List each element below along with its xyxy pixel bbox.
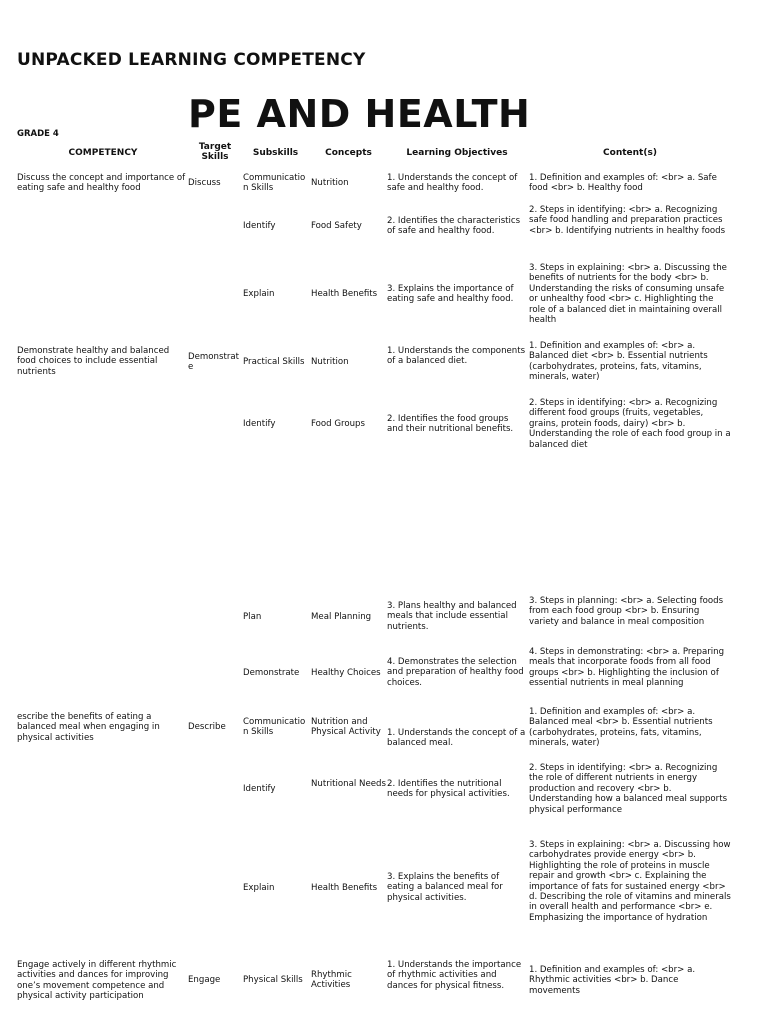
header-target-skills: Target Skills — [198, 142, 232, 162]
subskill-cell: Identify — [243, 419, 276, 429]
objective-cell: 3. Explains the benefits of eating a balanced meal for physical activities. — [387, 872, 503, 903]
content-cell: 1. Definition and examples of: <br> a. Safe food <br> b. Healthy food — [529, 173, 717, 194]
content-cell: 2. Steps in identifying: <br> a. Recognizing different food groups (fruits, vegetables, grains, protein foods, dairy) <br> b. Understanding the role of each food group in a balanced diet — [529, 398, 731, 450]
competency-cell: Discuss the concept and importance of eating safe and healthy food — [17, 173, 186, 194]
objective-cell: 4. Demonstrates the selection and preparation of healthy food choices. — [387, 657, 524, 688]
concept-cell: Food Safety — [311, 221, 362, 231]
subskill-cell: Demonstrate — [243, 668, 300, 678]
objective-cell: 2. Identifies the food groups and their nutritional benefits. — [387, 414, 514, 435]
content-cell: 1. Definition and examples of: <br> a. Balanced diet <br> b. Essential nutrients (carbohydrates, proteins, fats, vitamins, minerals, water) — [529, 341, 708, 383]
subskill-cell: Plan — [243, 612, 262, 622]
document-heading: UNPACKED LEARNING COMPETENCY — [17, 50, 366, 70]
objective-cell: 1. Understands the components of a balanced diet. — [387, 346, 526, 367]
header-competency: COMPETENCY — [68, 148, 138, 158]
subskill-cell: Communication Skills — [243, 173, 306, 194]
subskill-cell: Communication Skills — [243, 717, 306, 738]
concept-cell: Healthy Choices — [311, 668, 381, 678]
concept-cell: Nutritional Needs — [311, 779, 386, 789]
subskill-cell: Identify — [243, 784, 276, 794]
target-skill-cell: Demonstrate — [188, 352, 239, 373]
objective-cell: 1. Understands the concept of a balanced meal. — [387, 728, 526, 749]
concept-cell: Food Groups — [311, 419, 365, 429]
concept-cell: Health Benefits — [311, 883, 378, 893]
objective-cell: 3. Plans healthy and balanced meals that include essential nutrients. — [387, 601, 517, 632]
objective-cell: 2. Identifies the characteristics of safe and healthy food. — [387, 216, 521, 237]
objective-cell: 2. Identifies the nutritional needs for physical activities. — [387, 779, 510, 800]
header-subskills: Subskills — [252, 148, 299, 158]
subskill-cell: Practical Skills — [243, 357, 305, 367]
header-learning-objectives: Learning Objectives — [406, 148, 508, 158]
subskill-cell: Explain — [243, 289, 275, 299]
content-cell: 3. Steps in explaining: <br> a. Discussing the benefits of nutrients for the body <br> b. Understanding the risks of consuming unsafe or unhealthy food <br> c. Highlighting the role of a balanced diet in maintaining overall health — [529, 263, 727, 326]
concept-cell: Meal Planning — [311, 612, 372, 622]
subskill-cell: Explain — [243, 883, 275, 893]
objective-cell: 1. Understands the concept of safe and healthy food. — [387, 173, 518, 194]
competency-cell: Engage actively in different rhythmic activities and dances for improving one’s movement competence and physical activity participation — [17, 960, 177, 1002]
target-skill-cell: Discuss — [188, 178, 221, 188]
content-cell: 1. Definition and examples of: <br> a. Rhythmic activities <br> b. Dance movements — [529, 965, 696, 996]
header-contents: Content(s) — [603, 148, 657, 158]
target-skill-cell: Engage — [188, 975, 221, 985]
subskill-cell: Identify — [243, 221, 276, 231]
content-cell: 3. Steps in explaining: <br> a. Discussing how carbohydrates provide energy <br> b. Highlighting the role of proteins in muscle repair and growth <br> c. Explaining the importance of fats for sustained energy <br> d. Describing the role of vitamins and minerals in overall health and performance <br> e. Emphasizing the importance of hydration — [529, 840, 731, 923]
concept-cell: Nutrition — [311, 178, 349, 188]
competency-cell: escribe the benefits of eating a balanced meal when engaging in physical activities — [17, 712, 160, 743]
document-title: PE AND HEALTH — [188, 92, 531, 136]
competency-cell: Demonstrate healthy and balanced food choices to include essential nutrients — [17, 346, 170, 377]
objective-cell: 1. Understands the importance of rhythmic activities and dances for physical fitness. — [387, 960, 522, 991]
concept-cell: Nutrition — [311, 357, 349, 367]
target-skill-cell: Describe — [188, 722, 226, 732]
content-cell: 4. Steps in demonstrating: <br> a. Preparing meals that incorporate foods from all food groups <br> b. Highlighting the inclusion of essential nutrients in meal planning — [529, 647, 725, 689]
subskill-cell: Physical Skills — [243, 975, 303, 985]
concept-cell: Health Benefits — [311, 289, 378, 299]
content-cell: 2. Steps in identifying: <br> a. Recognizing safe food handling and preparation practices <br> b. Identifying nutrients in healthy foods — [529, 205, 726, 236]
content-cell: 1. Definition and examples of: <br> a. Balanced meal <br> b. Essential nutrients (carbohydrates, proteins, fats, vitamins, minerals, water) — [529, 707, 713, 749]
content-cell: 2. Steps in identifying: <br> a. Recognizing the role of different nutrients in energy production and recovery <br> b. Understanding how a balanced meal supports physical performance — [529, 763, 728, 815]
header-concepts: Concepts — [325, 148, 372, 158]
concept-cell: Rhythmic Activities — [311, 970, 352, 991]
grade-label: GRADE 4 — [17, 129, 59, 139]
objective-cell: 3. Explains the importance of eating safe and healthy food. — [387, 284, 514, 305]
concept-cell: Nutrition and Physical Activity — [311, 717, 381, 738]
content-cell: 3. Steps in planning: <br> a. Selecting foods from each food group <br> b. Ensuring variety and balance in meal composition — [529, 596, 724, 627]
